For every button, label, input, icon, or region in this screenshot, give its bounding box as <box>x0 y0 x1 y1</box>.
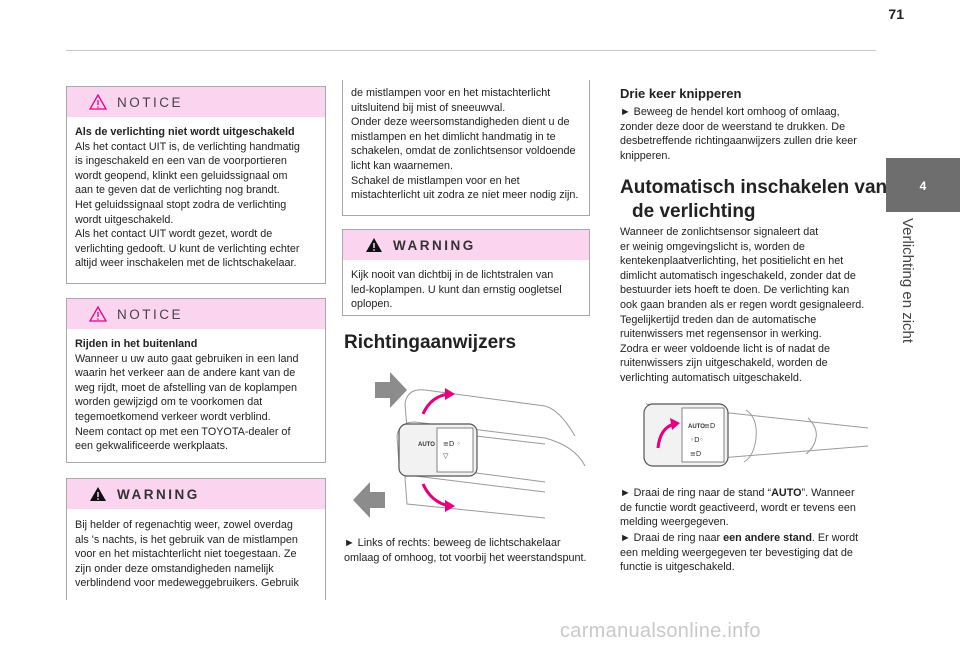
notice-subtitle: Als de verlichting niet wordt uitgeschakeld <box>75 126 295 138</box>
svg-text:◦D◦: ◦D◦ <box>690 436 704 444</box>
auto-step1-pre: ► Draai de ring naar de stand “ <box>620 487 772 499</box>
auto-lights-stalk-illustration <box>618 398 876 472</box>
notice-box-lights <box>66 86 326 284</box>
notice-text: Als het contact UIT is, de verlichting handmatig is ingeschakeld en een van de voorportieren wordt geopend, klinkt een geluidssignaal om aan te geven dat de verlichting nog brandt. Het geluidssignaal stopt zodra de verlichting wordt uitgeschakeld. Als het contact UIT wordt gezet, wordt de verlichting gedooft. U kunt de verlichting echter altijd weer inschakelen met de lichtschakelaar. <box>75 140 300 270</box>
notice-header <box>67 299 325 329</box>
left-arrow-icon <box>353 482 385 518</box>
auto-step2 <box>620 531 880 575</box>
notice-heading: NOTICE <box>117 94 184 110</box>
notice-text: Wanneer u uw auto gaat gebruiken in een land waarin het verkeer aan de andere kant van de weg rijdt, moet de afstelling van de koplampen worden gewijzigd om te voorkomen dat tegemoetkomend verkeer wordt verblind. Neem contact op met een TOYOTA-dealer of een gekwalificeerde werkplaats. <box>75 352 299 453</box>
warning-header <box>67 479 325 509</box>
auto-text: Wanneer de zonlichtsensor signaleert dat er weinig omgevingslicht is, worden de kentekenplaatverlichting, het positielicht en het dimlicht automatisch ingeschakeld, zonder dat de bestuurder iets hoeft te doen. De verlichting kan ook gaan branden als er regen wordt gesignaleerd. Tegelijkertijd treden dan de automatische ruitenwissers met regensensor in werking. Zodra er weer voldoende licht is of nadat de ruitenwissers zijn uitgeschakeld, worden de verlichting automatisch uitgeschakeld. <box>620 226 865 384</box>
notice-heading: NOTICE <box>117 306 184 322</box>
arrow-up-pink-icon <box>445 388 455 400</box>
warning-header <box>343 230 589 260</box>
drie-text: ► Beweeg de hendel kort omhoog of omlaag, zonder deze door de weerstand te drukken. De desbetreffende richtingaanwijzers zullen drie keer knipperen. <box>620 106 857 162</box>
warning-triangle-icon <box>89 94 107 110</box>
auto-step2-post: . Er wordt een melding weergegeven ter bevestiging dat de functie is uitgeschakeld. <box>620 532 859 574</box>
richting-caption: ► Links of rechts: beweeg de lichtschakelaar omlaag of omhoog, tot voorbij het weerstandspunt. <box>344 537 587 564</box>
auto-step1-bold: AUTO <box>771 487 802 499</box>
chapter-title-text: Verlichting en zicht <box>899 218 916 344</box>
warning-heading: WARNING <box>117 486 200 502</box>
auto-title-line1: Automatisch inschakelen van <box>620 177 888 198</box>
svg-text:≡D: ≡D <box>704 422 716 430</box>
auto-title-line2: de verlichting <box>632 201 756 222</box>
chapter-title <box>896 218 916 348</box>
warning-triangle-icon <box>89 486 107 502</box>
section-title-auto <box>620 176 887 224</box>
turn-signal-stalk-illustration <box>345 366 590 526</box>
page-number: 71 <box>888 6 904 22</box>
warning-box-led <box>342 229 590 316</box>
warning-text: Bij helder of regenachtig weer, zowel overdag als 's nachts, is het gebruik van de mistlampen voor en het mistachterlicht niet toegestaan. Ze zijn onder deze omstandigheden namelijk verblindend voor medeweggebruikers. Gebruik <box>75 519 299 590</box>
arrow-down-pink-icon <box>445 500 455 512</box>
continuation-text: de mistlampen voor en het mistachterlicht uitsluitend bij mist of sneeuwval. Onder deze weersomstandigheden dient u de mistlampen en het dimlicht handmatig in te schakelen, omdat de zonlichtsensor voldoende licht kan waarnemen. Schakel de mistlampen voor en het mistachterlicht uit zodra ze niet meer nodig zijn. <box>351 87 579 202</box>
auto-step2-bold: een andere stand <box>723 532 812 544</box>
notice-box-abroad <box>66 298 326 463</box>
section-title-drie: Drie keer knipperen <box>620 86 742 101</box>
auto-step1 <box>620 486 880 530</box>
warning-continuation-box <box>342 80 590 216</box>
svg-text:≡D ◦: ≡D ◦ <box>443 440 461 448</box>
svg-text:▽: ▽ <box>443 452 449 460</box>
right-arrow-icon <box>375 372 407 408</box>
auto-step2-pre: ► Draai de ring naar <box>620 532 724 544</box>
header-divider <box>66 50 876 51</box>
chapter-tab[interactable]: 4 <box>886 158 960 212</box>
notice-subtitle: Rijden in het buitenland <box>75 338 198 350</box>
warning-triangle-icon <box>365 237 383 253</box>
section-title-richting: Richtingaanwijzers <box>344 332 517 353</box>
warning-box-foglights <box>66 478 326 600</box>
warning-text: Kijk nooit van dichtbij in de lichtstralen van led-koplampen. U kunt dan ernstig oogletsel oplopen. <box>351 269 562 311</box>
warning-heading: WARNING <box>393 237 476 253</box>
watermark: carmanualsonline.info <box>560 620 761 642</box>
auto-step1-post: ”. Wanneer de functie wordt geactiveerd, wordt er tevens een melding weergegeven. <box>620 487 856 529</box>
notice-header <box>67 87 325 117</box>
auto-label: AUTO <box>418 442 435 448</box>
svg-text:≡D: ≡D <box>690 450 702 458</box>
warning-triangle-icon <box>89 306 107 322</box>
auto-label: AUTO <box>688 424 705 430</box>
